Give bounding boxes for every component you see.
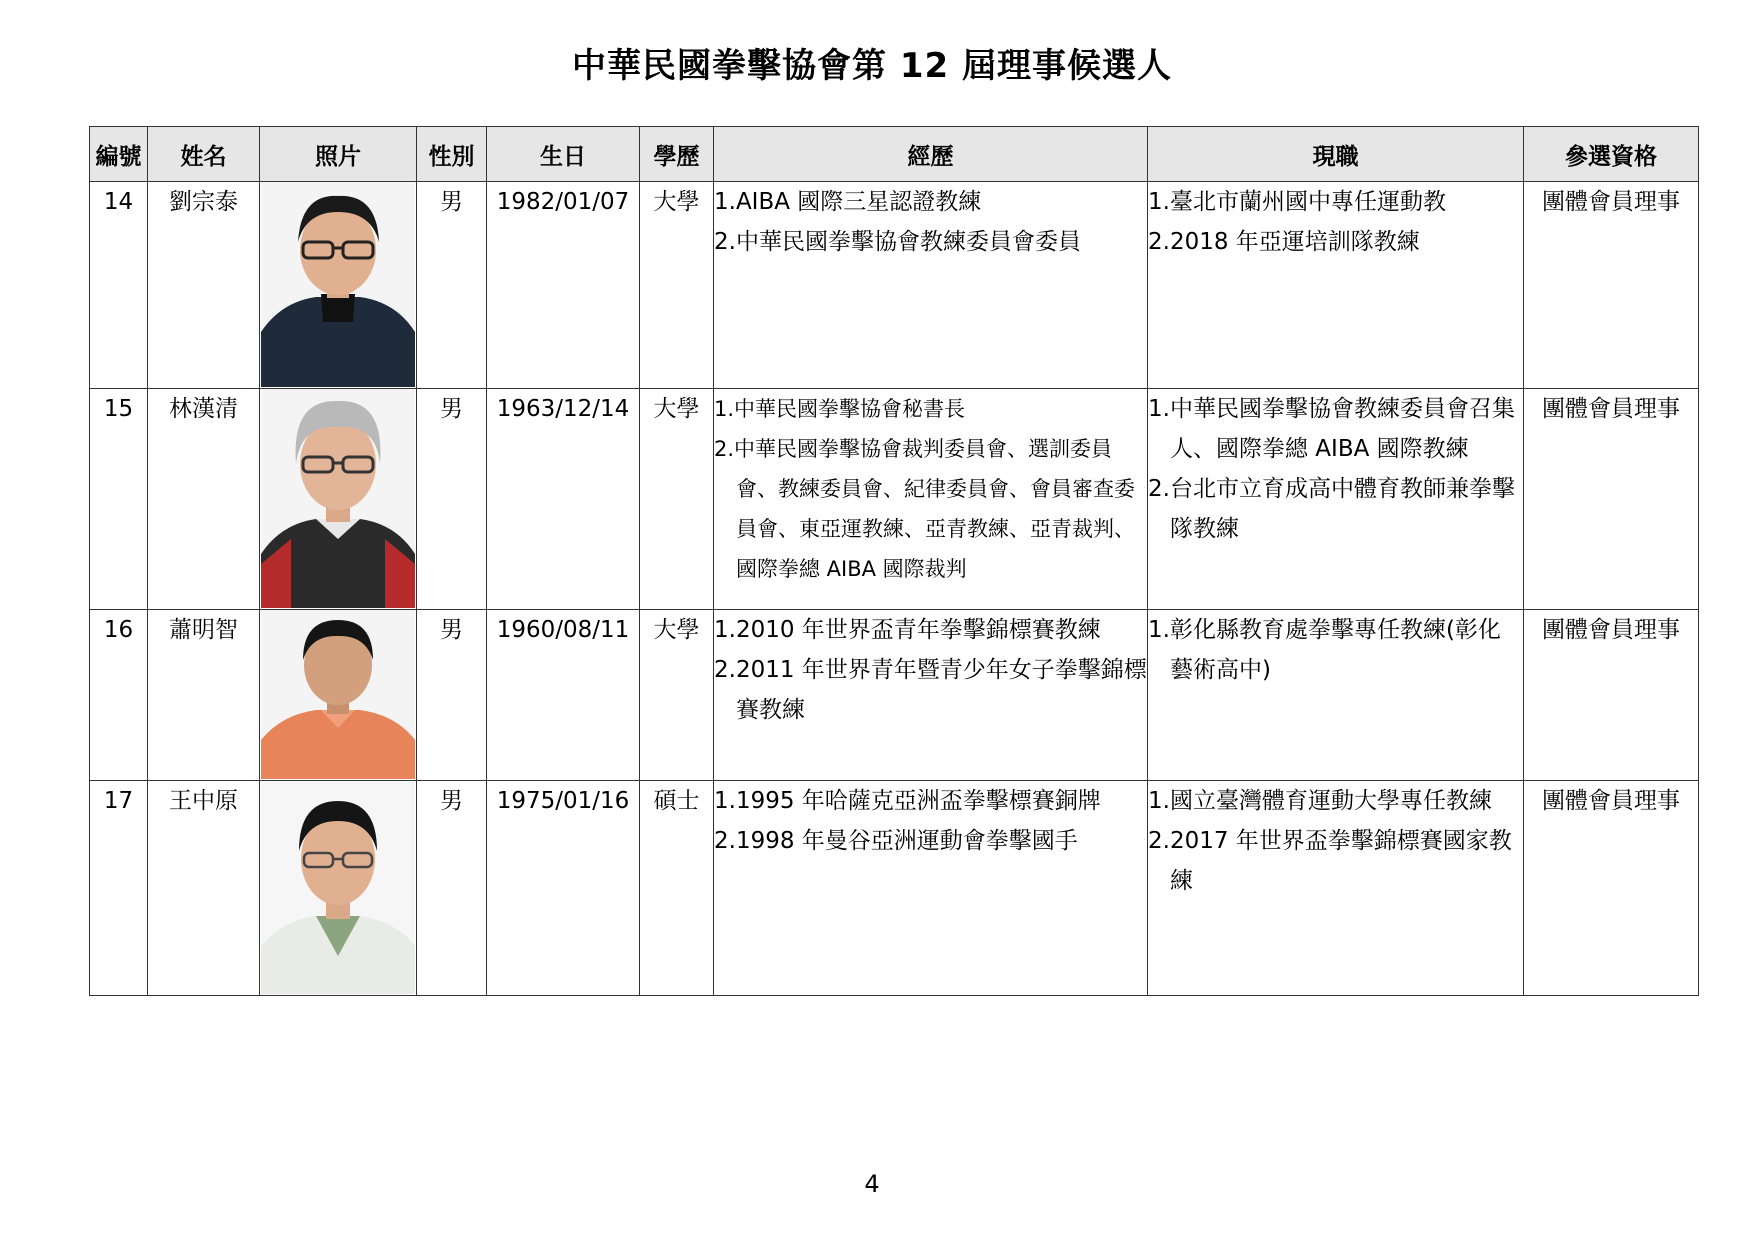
cell-num: 16 (90, 610, 148, 781)
header-education: 學歷 (640, 127, 714, 182)
cell-photo (260, 182, 417, 389)
header-name: 姓名 (148, 127, 260, 182)
cell-photo (260, 389, 417, 610)
cell-position (1148, 781, 1524, 996)
position-item: 2.2018 年亞運培訓隊教練 (1148, 229, 1420, 255)
experience-item: 2.1998 年曼谷亞洲運動會拳擊國手 (714, 828, 1078, 854)
cell-education: 大學 (640, 389, 714, 610)
cell-experience (714, 610, 1148, 781)
header-birthday: 生日 (487, 127, 640, 182)
cell-sex: 男 (417, 389, 487, 610)
position-item: 1.中華民國拳擊協會教練委員會召集人、國際拳總 AIBA 國際教練 (1148, 396, 1515, 462)
position-item: 2.2017 年世界盃拳擊錦標賽國家教練 (1148, 828, 1512, 894)
cell-name: 王中原 (148, 781, 260, 996)
cell-name: 蕭明智 (148, 610, 260, 781)
cell-sex: 男 (417, 781, 487, 996)
position-item: 1.臺北市蘭州國中專任運動教 (1148, 189, 1446, 215)
cell-num: 15 (90, 389, 148, 610)
position-item: 2.台北市立育成高中體育教師兼拳擊隊教練 (1148, 476, 1515, 542)
cell-birthday: 1963/12/14 (487, 389, 640, 610)
cell-name: 劉宗泰 (148, 182, 260, 389)
position-item: 1.國立臺灣體育運動大學專任教練 (1148, 788, 1492, 814)
table-row (90, 781, 1699, 996)
experience-item: 2.中華民國拳擊協會教練委員會委員 (714, 229, 1081, 255)
cell-experience (714, 389, 1148, 610)
candidate-photo (261, 610, 415, 779)
header-photo: 照片 (260, 127, 417, 182)
candidates-table (89, 126, 1699, 996)
table-row (90, 389, 1699, 610)
cell-education: 大學 (640, 182, 714, 389)
table-row (90, 610, 1699, 781)
position-item: 1.彰化縣教育處拳擊專任教練(彰化藝術高中) (1148, 617, 1501, 683)
cell-photo (260, 781, 417, 996)
cell-sex: 男 (417, 182, 487, 389)
cell-num: 14 (90, 182, 148, 389)
cell-position (1148, 610, 1524, 781)
header-sex: 性別 (417, 127, 487, 182)
page-title: 中華民國拳擊協會第 12 屆理事候選人 (572, 46, 1172, 86)
cell-qualification: 團體會員理事 (1524, 182, 1699, 389)
cell-position (1148, 182, 1524, 389)
candidate-photo (261, 389, 415, 608)
table-row (90, 182, 1699, 389)
cell-birthday: 1975/01/16 (487, 781, 640, 996)
cell-birthday: 1982/01/07 (487, 182, 640, 389)
cell-position (1148, 389, 1524, 610)
cell-qualification: 團體會員理事 (1524, 781, 1699, 996)
header-position: 現職 (1148, 127, 1524, 182)
table-header-row (90, 127, 1699, 182)
cell-experience (714, 781, 1148, 996)
experience-item: 1.AIBA 國際三星認證教練 (714, 189, 982, 215)
experience-item: 1.1995 年哈薩克亞洲盃拳擊標賽銅牌 (714, 788, 1101, 814)
experience-item: 2.2011 年世界青年暨青少年女子拳擊錦標賽教練 (714, 657, 1147, 723)
cell-qualification: 團體會員理事 (1524, 389, 1699, 610)
cell-sex: 男 (417, 610, 487, 781)
cell-education: 大學 (640, 610, 714, 781)
candidate-photo (261, 781, 415, 994)
cell-name: 林漢清 (148, 389, 260, 610)
header-num: 編號 (90, 127, 148, 182)
header-qualification: 參選資格 (1524, 127, 1699, 182)
experience-item: 1.2010 年世界盃青年拳擊錦標賽教練 (714, 617, 1101, 643)
cell-birthday: 1960/08/11 (487, 610, 640, 781)
cell-education: 碩士 (640, 781, 714, 996)
experience-item: 1.中華民國拳擊協會秘書長 (714, 397, 966, 421)
cell-num: 17 (90, 781, 148, 996)
cell-experience (714, 182, 1148, 389)
page-number: 4 (864, 1170, 880, 1198)
candidate-photo (261, 182, 415, 387)
experience-item: 2.中華民國拳擊協會裁判委員會、選訓委員會、教練委員會、紀律委員會、會員審查委員會、東亞運教練、亞青教練、亞青裁判、國際拳總 AIBA 國際裁判 (714, 437, 1135, 581)
cell-photo (260, 610, 417, 781)
header-experience: 經歷 (714, 127, 1148, 182)
cell-qualification: 團體會員理事 (1524, 610, 1699, 781)
